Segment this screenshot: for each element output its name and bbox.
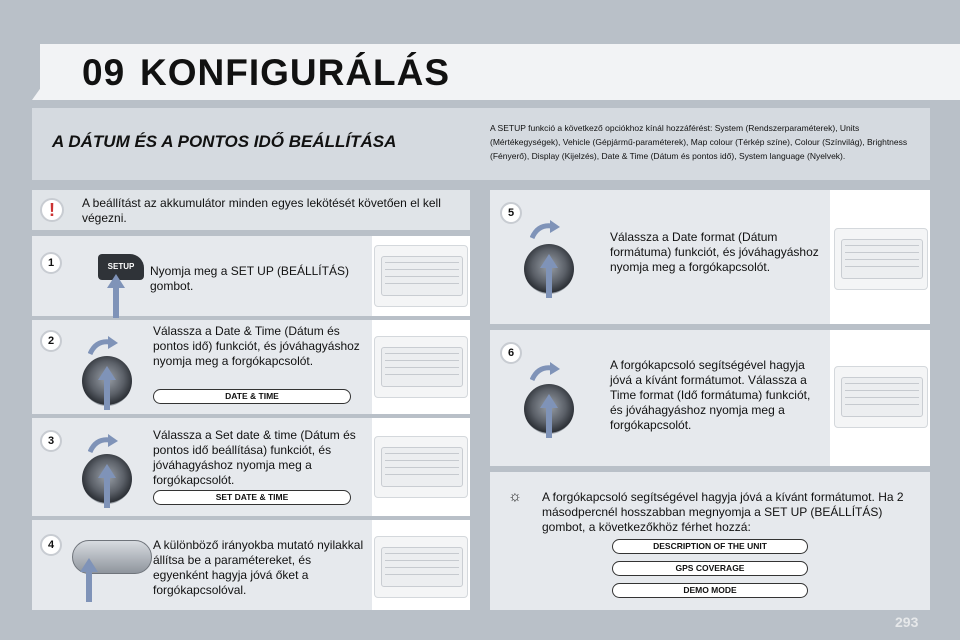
control-panel-image xyxy=(834,228,928,290)
press-arrow-icon xyxy=(98,366,116,410)
demo-mode-option: DEMO MODE xyxy=(612,583,808,598)
step-3-text: Válassza a Set date & time (Dátum és pontos idő beállítása) funkciót, és jóváhagyáshoz nyomja meg a forgókapcsolót. xyxy=(153,428,356,487)
step-1-text: Nyomja meg a SET UP (BEÁLLÍTÁS) gombot. xyxy=(150,264,349,293)
control-panel-image xyxy=(374,245,468,307)
gps-coverage-option: GPS COVERAGE xyxy=(612,561,808,576)
tip-icon: ☼ xyxy=(508,488,522,505)
press-arrow-icon xyxy=(98,464,116,508)
step-number-4: 4 xyxy=(40,534,62,556)
rotate-arrow-icon xyxy=(88,434,118,454)
date-time-option: DATE & TIME xyxy=(153,389,351,404)
set-date-time-option: SET DATE & TIME xyxy=(153,490,351,505)
control-panel-image xyxy=(834,366,928,428)
chapter-number: 09 xyxy=(82,52,126,93)
press-arrow-icon xyxy=(540,394,558,438)
warning-text: A beállítást az akkumulátor minden egyes lekötését követően el kell végezni. xyxy=(82,196,441,225)
step-number-3: 3 xyxy=(40,430,62,452)
press-arrow-icon xyxy=(107,274,125,318)
rotate-arrow-icon xyxy=(88,336,118,356)
page-title: KONFIGURÁLÁS xyxy=(140,52,451,93)
step-number-1: 1 xyxy=(40,252,62,274)
step-2-text: Válassza a Date & Time (Dátum és pontos idő) funkciót, és jóváhagyáshoz nyomja meg a forgókapcsolót. xyxy=(153,324,360,368)
setup-button-icon: SETUP xyxy=(98,254,144,280)
press-arrow-icon xyxy=(80,558,98,602)
step-number-6: 6 xyxy=(500,342,522,364)
step-number-5: 5 xyxy=(500,202,522,224)
intro-text: A SETUP funkció a következő opciókhoz kínál hozzáférést: System (Rendszerparaméterek), Units (Mértékegységek), Vehicle (Gépjármű-paraméterek), Map colour (Térkép színe), Colour (Színvilág), Brightness (Fényerő), Display (Kijelzés), Date & Time (Dátum és pontos idő), System language (Nyelvek). xyxy=(490,123,908,161)
step-5-text: Válassza a Date format (Dátum formátuma) funkciót, és jóváhagyáshoz nyomja meg a forgókapcsolót. xyxy=(610,230,819,274)
section-title: A DÁTUM ÉS A PONTOS IDŐ BEÁLLÍTÁSA xyxy=(52,132,397,151)
step-6-text: A forgókapcsoló segítségével hagyja jóvá a kívánt formátumot. Válassza a Time format (Idő formátuma) funkciót, és jóváhagyáshoz nyomja meg a forgókapcsolót. xyxy=(610,358,811,432)
control-panel-image xyxy=(374,336,468,398)
step-4-text: A különböző irányokba mutató nyilakkal állítsa be a paramétereket, és egyenként hagyja jóvá őket a forgókapcsolóval. xyxy=(153,538,364,597)
rotate-arrow-icon xyxy=(530,362,560,382)
page-number: 293 xyxy=(895,614,919,630)
tip-text: A forgókapcsoló segítségével hagyja jóvá a kívánt formátumot. Ha 2 másodpercnél hosszabban megnyomja a SET UP (BEÁLLÍTÁS) gombot, a következőkhöz férhet hozzá: xyxy=(542,490,904,534)
warning-icon: ! xyxy=(40,198,64,222)
press-arrow-icon xyxy=(540,254,558,298)
rotate-arrow-icon xyxy=(530,220,560,240)
control-panel-image xyxy=(374,436,468,498)
step-number-2: 2 xyxy=(40,330,62,352)
control-panel-image xyxy=(374,536,468,598)
description-of-the-unit-option: DESCRIPTION OF THE UNIT xyxy=(612,539,808,554)
